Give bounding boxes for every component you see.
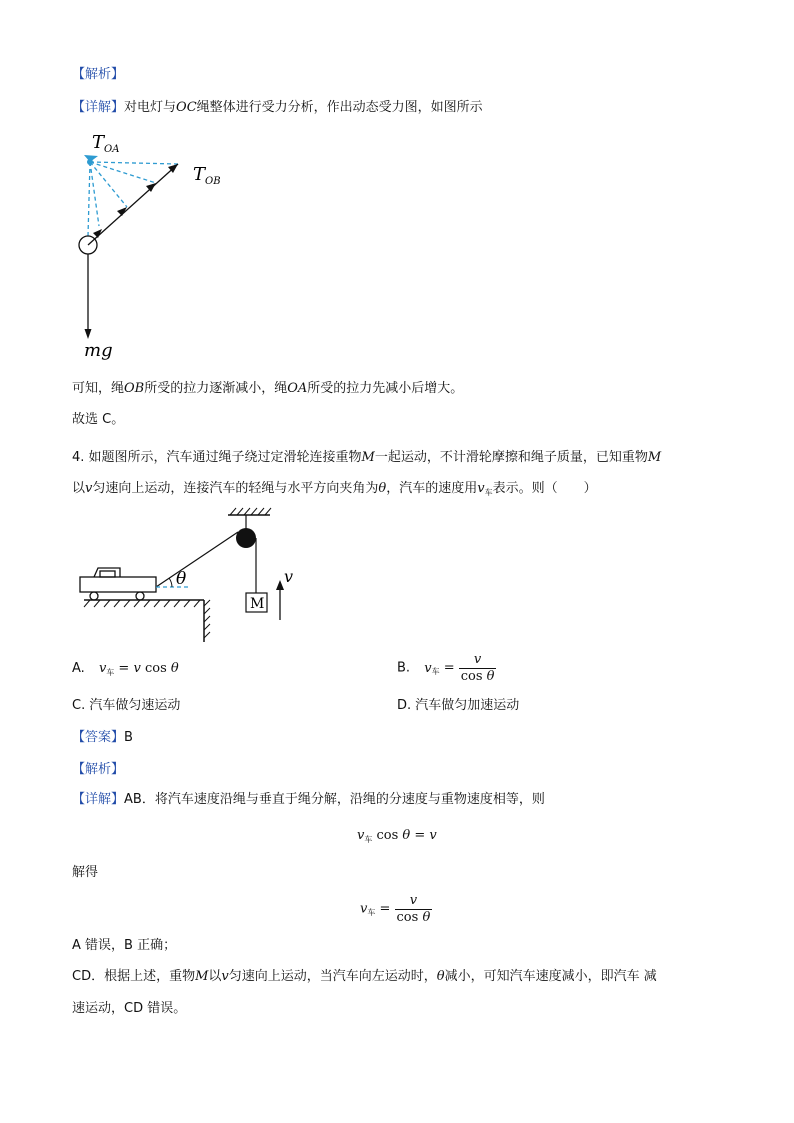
dashed-line-4 [90,162,156,183]
theta-label: θ [176,569,187,589]
option-b-label: B. [397,660,411,676]
car-wheel-front [90,592,98,600]
cd-text-a: CD．根据上述，重物 [72,969,196,984]
q4-text-b: 一起运动，不计滑轮摩擦和绳子质量，已知重物 [374,450,648,465]
eq1-eq: = [410,828,430,843]
option-b-v: v [424,660,432,676]
analysis-tag: 【解析】 [72,67,125,82]
option-a-sub: 车 [106,668,115,677]
analysis-tag-2: 【解析】 [72,762,125,777]
conclusion-text-b: 所受的拉力逐渐减小，绳 [144,381,288,396]
dashed-line-5 [90,162,178,164]
detail-text-a: 对电灯与 [124,100,177,115]
eq2-v: v [360,901,368,917]
option-b-den: cos [460,669,487,684]
eq2-num: v [409,893,418,908]
jiede-text: 解得 [72,865,99,880]
q4-v: v [85,481,93,496]
mg-arrowhead [85,329,92,339]
cd-text-d: 减小，可知汽车速度减小，即汽车 减 [444,969,657,984]
cd-text-c: 匀速向上运动，当汽车向左运动时， [228,969,437,984]
eq1-cos: cos [372,828,403,843]
option-b[interactable] [397,652,496,685]
option-a-theta: θ [170,661,179,676]
q4-theta: θ [378,481,387,496]
car [80,568,156,600]
pulley [236,528,256,548]
ceiling-hatch [230,508,271,515]
eq1-v: v [357,828,365,843]
answer-value: B [124,730,133,745]
option-b-theta: θ [486,669,495,684]
tob-label: $T_{OB}$ [193,164,221,187]
toa-point [87,159,93,165]
toa-label: $T_{OA}$ [92,132,120,155]
q4-text-e: ，汽车的速度用 [386,481,478,496]
mg-label: mg [84,340,113,361]
option-b-eq: = [439,660,459,676]
q4-text-a: 4. 如题图所示，汽车通过绳子绕过定滑轮连接重物 [72,450,362,465]
conclusion-1 [72,380,463,398]
option-a-cos: cos [140,661,171,676]
option-b-fraction [459,652,497,685]
cd-line-1 [72,968,657,986]
question-4-line-1 [72,449,661,467]
ground-hatch [84,600,200,607]
angle-arc [169,578,172,587]
car-body [80,577,156,592]
equation-2 [360,893,432,926]
eq2-theta: θ [422,910,431,925]
eq2-fraction [395,893,433,926]
cd-v: v [221,969,229,984]
car-window [100,571,115,577]
q4-m-1: M [361,450,375,465]
rope-to-car [156,532,238,587]
eq2-sub: 车 [367,907,376,917]
option-a-v: v [98,661,107,676]
detail-text-b: 绳整体进行受力分析，作出动态受力图，如图所示 [196,100,483,115]
q4-car-sub: 车 [484,488,493,497]
cd-text-b: 以 [208,969,222,984]
ab-result: A 错误，B 正确； [72,938,177,953]
conclusion-text-c: 所受的拉力先减小后增大。 [307,381,464,396]
option-b-num: v [473,652,482,667]
v-arrowhead [276,580,284,590]
cd-line-2: 速运动，CD 错误。 [72,1001,187,1016]
q4-text-d: 匀速向上运动，连接汽车的轻绳与水平方向夹角为 [92,481,379,496]
answer-line [72,729,133,747]
detail-tag-2: 【详解】 [72,792,125,807]
force-diagram [60,125,260,365]
dashed-line-2 [90,162,99,226]
dashed-force-lines [88,162,178,236]
car-pulley-diagram [70,502,310,647]
question-4-line-2 [72,480,597,499]
answer-tag: 【答案】 [72,730,125,745]
oa-label: OA [287,381,308,396]
cliff-hatch [204,600,210,638]
oc-label: OC [176,100,197,115]
option-b-sub: 车 [431,666,440,676]
option-a-label: A. [72,661,85,676]
car-wheel-rear [136,592,144,600]
q4-text-c: 以 [72,481,86,496]
choice-1: 故选 C。 [72,412,125,427]
cd-m: M [195,969,209,984]
conclusion-text-a: 可知，绳 [72,381,125,396]
option-a-eq: = [114,661,134,676]
option-d[interactable]: D. 汽车做匀加速运动 [397,698,520,713]
eq1-theta: θ [402,828,411,843]
option-a[interactable] [72,660,179,679]
q4-vcar: v [477,481,485,496]
mass-label: M [250,596,265,612]
detail-tag: 【详解】 [72,100,125,115]
equation-1 [357,827,437,846]
detail-text-2: AB．将汽车速度沿绳与垂直于绳分解，沿绳的分速度与重物速度相等，则 [124,792,545,807]
q4-m-2: M [647,450,662,465]
dashed-line-1 [88,162,90,236]
eq2-den: cos [396,910,423,925]
eq2-eq: = [375,901,395,917]
car-cab [94,568,120,577]
option-c[interactable]: C. 汽车做匀速运动 [72,698,181,713]
option-a-rhs: v [133,661,141,676]
v-label: v [284,567,294,586]
ob-label: OB [124,381,145,396]
q4-text-f: 表示。则（ ） [492,481,597,496]
detail-paragraph-2 [72,791,545,809]
eq1-sub: 车 [364,835,373,844]
detail-paragraph-1 [72,99,483,117]
eq1-rhs: v [429,828,437,843]
cd-theta: θ [436,969,445,984]
